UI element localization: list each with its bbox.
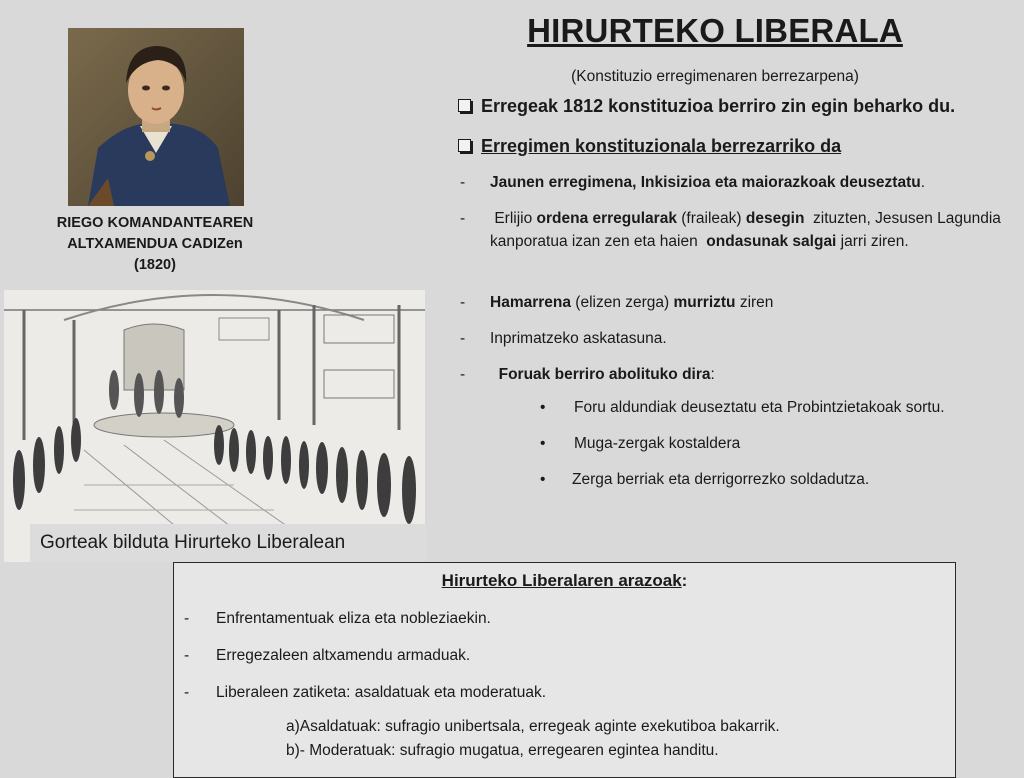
measure-text-part: jarri ziren. bbox=[836, 233, 909, 250]
key-point bbox=[458, 96, 955, 117]
dash-marker: - bbox=[460, 330, 466, 347]
problem-item bbox=[184, 647, 470, 665]
problem-subline: b)- Moderatuak: sufragio mugatua, erregearen egintea handitu. bbox=[286, 742, 719, 759]
problem-item bbox=[184, 684, 546, 702]
problem-text: Erregezaleen altxamendu armaduak. bbox=[216, 647, 471, 664]
foru-bullet-item bbox=[540, 435, 740, 453]
measure-item bbox=[460, 291, 1012, 314]
portrait-caption-line: (1820) bbox=[134, 257, 176, 273]
portrait-caption bbox=[10, 213, 300, 276]
measure-text-part: . bbox=[920, 174, 926, 191]
problem-text: Enfrentamentuak eliza eta nobleziaekin. bbox=[216, 610, 491, 627]
measure-text bbox=[490, 171, 1012, 194]
measure-text bbox=[490, 291, 1012, 314]
foru-bullet-item bbox=[540, 399, 945, 417]
problem-text: Liberaleen zatiketa: asaldatuak eta moderatuak. bbox=[216, 684, 547, 701]
portrait-caption-line: RIEGO KOMANDANTEAREN bbox=[56, 215, 254, 231]
measure-item bbox=[460, 171, 1012, 194]
measure-text-part: (elizen zerga) bbox=[571, 294, 674, 311]
key-point-text: Erregimen konstituzionala berrezarriko da bbox=[481, 136, 842, 156]
problems-box bbox=[173, 562, 956, 778]
portrait-caption-line: ALTXAMENDUA CADIZen bbox=[67, 236, 243, 252]
problems-title-suffix: : bbox=[681, 571, 688, 590]
dash-marker: - bbox=[460, 210, 466, 227]
measure-text-part: Erlijio bbox=[490, 210, 537, 227]
measure-item bbox=[460, 327, 1012, 350]
checkbox-bullet-icon bbox=[458, 139, 471, 152]
riego-portrait-image bbox=[68, 28, 244, 206]
measure-text-bold: Hamarrena bbox=[490, 294, 571, 311]
measure-text-bold: Jaunen erregimena, Inkisizioa eta maiorazkoak deuseztatu bbox=[490, 174, 921, 191]
foru-bullet-text: Muga-zergak kostaldera bbox=[574, 435, 741, 452]
bullet-icon: • bbox=[540, 435, 546, 452]
measure-item bbox=[460, 207, 1012, 253]
problems-title-text: Hirurteko Liberalaren arazoak bbox=[441, 571, 682, 590]
foru-bullet-item bbox=[540, 471, 869, 489]
dash-marker: - bbox=[184, 647, 190, 664]
dash-marker: - bbox=[184, 684, 190, 701]
checkbox-bullet-icon bbox=[458, 99, 471, 112]
measure-text-part: (fraileak) bbox=[676, 210, 746, 227]
measure-text bbox=[490, 207, 1012, 253]
dash-marker: - bbox=[460, 366, 466, 383]
problem-item bbox=[184, 610, 491, 628]
dash-marker: - bbox=[184, 610, 190, 627]
measure-text-bold: Foruak berriro abolituko dira bbox=[490, 366, 711, 383]
bullet-icon: • bbox=[540, 471, 546, 488]
problems-title bbox=[174, 571, 955, 591]
measure-text-part: ziren bbox=[735, 294, 774, 311]
measure-text-bold: desegin bbox=[745, 210, 805, 227]
measure-text-part: : bbox=[710, 366, 715, 383]
dash-marker: - bbox=[460, 174, 466, 191]
measure-text-part: Inprimatzeko askatasuna. bbox=[490, 330, 667, 347]
cortes-engraving-image bbox=[4, 290, 425, 562]
engraving-caption: Gorteak bilduta Hirurteko Liberalean bbox=[30, 524, 426, 562]
measure-text bbox=[490, 363, 1012, 386]
page-subtitle: (Konstituzio erregimenaren berrezarpena) bbox=[571, 68, 859, 85]
measure-text-part: zituzten, Jesusen Lagundia kanporatua izan zen eta haien bbox=[490, 210, 1006, 250]
key-point bbox=[458, 136, 841, 157]
measure-text-bold: ondasunak salgai bbox=[706, 233, 837, 250]
key-point-text: Erregeak 1812 konstituzioa berriro zin egin beharko du. bbox=[481, 96, 956, 116]
measure-text bbox=[490, 327, 1012, 350]
problem-subline: a)Asaldatuak: sufragio unibertsala, erregeak aginte exekutiboa bakarrik. bbox=[286, 718, 780, 735]
measure-text-bold: ordena erregularak bbox=[536, 210, 677, 227]
bullet-icon: • bbox=[540, 399, 546, 416]
page-title: HIRURTEKO LIBERALA bbox=[527, 12, 903, 49]
measure-item bbox=[460, 363, 1012, 386]
dash-marker: - bbox=[460, 294, 466, 311]
measure-text-bold: murriztu bbox=[673, 294, 736, 311]
foru-bullet-text: Zerga berriak eta derrigorrezko soldadutza. bbox=[572, 471, 870, 488]
foru-bullet-text: Foru aldundiak deuseztatu eta Probintzietakoak sortu. bbox=[574, 399, 945, 416]
